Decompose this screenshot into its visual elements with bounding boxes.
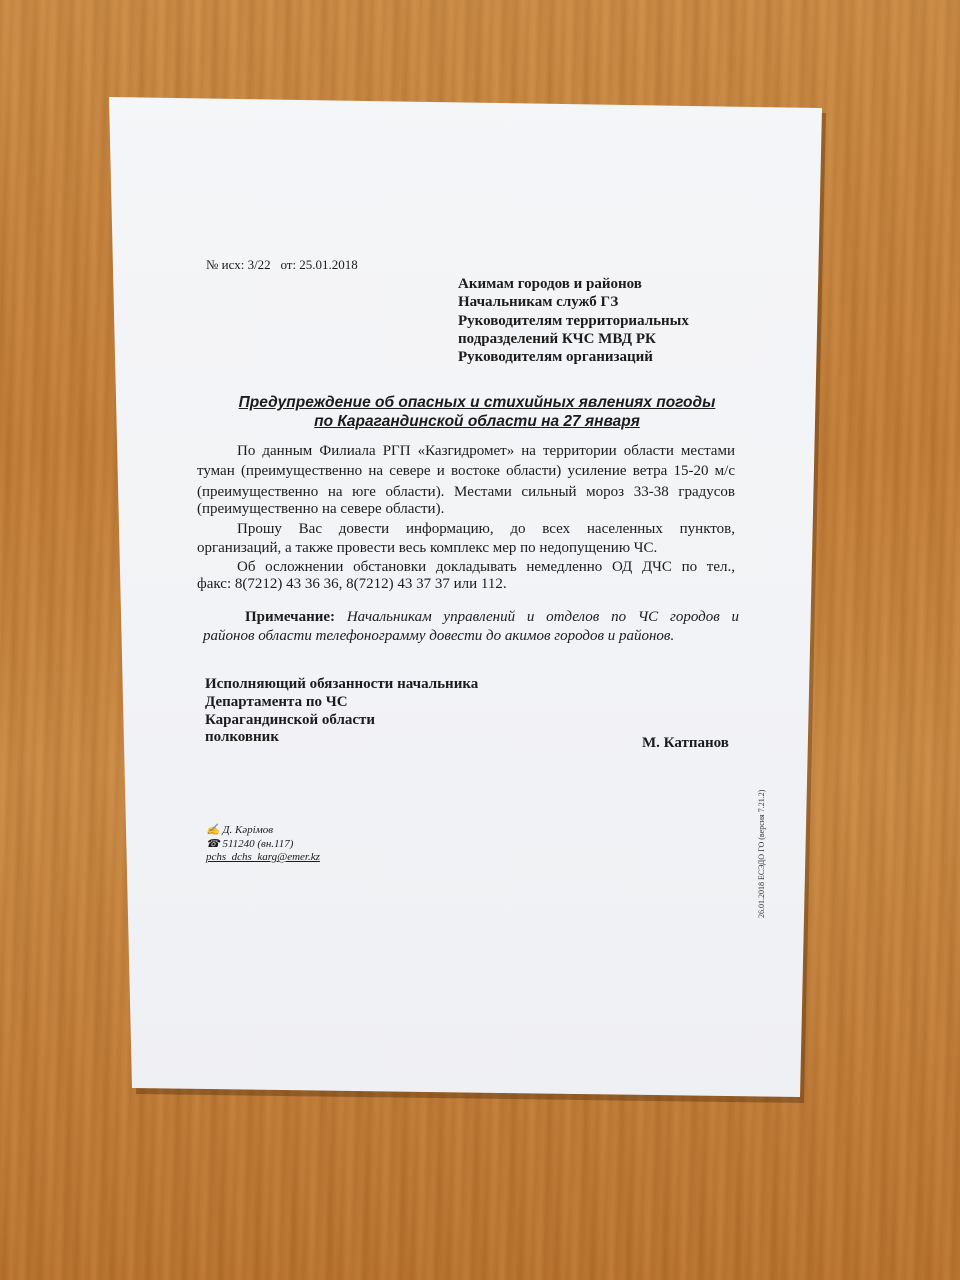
reference-number: № исх: 3/22 [206,257,271,272]
signature-line: Исполняющий обязанности начальника [205,676,479,692]
paragraph1-line: (преимущественно на юге области). Местами сильный мороз 33-38 градусов [197,484,735,500]
paragraph3-line: Об осложнении обстановки докладывать немедленно ОД ДЧС по тел., [237,559,735,575]
document-title-line1: Предупреждение об опасных и стихийных явлениях погоды [238,394,716,411]
contact-phone: ☎ 511240 (вн.117) [206,838,294,850]
paragraph3-line: факс: 8(7212) 43 36 36, 8(7212) 43 37 37 или 112. [197,576,507,592]
note-text-line2: районов области телефонограмму довести до акимов городов и районов. [203,628,675,644]
signature-line: полковник [205,729,279,745]
note-label: Примечание: [245,609,336,625]
paragraph1-line: туман (преимущественно на севере и востоке области) усиление ветра 15-20 м/с [197,463,735,479]
signer-name: М. Катпанов [642,735,729,751]
addressee-line: Руководителям территориальных [458,313,689,329]
paragraph2-line: организаций, а также провести весь комплекс мер по недопущению ЧС. [197,540,658,556]
addressee-line: подразделений КЧС МВД РК [458,331,656,347]
addressee-line: Руководителям организаций [458,349,653,365]
document-title-line2: по Карагандинской области на 27 января [314,413,640,430]
paragraph1-line: По данным Филиала РГП «Казгидромет» на территории области местами [237,443,735,459]
document-reference [206,257,358,273]
side-registration-stamp: 26.01.2018 ЕСЭДО ГО (версия 7.21.2) [757,789,766,918]
paragraph1-line: (преимущественно на севере области). [197,501,445,517]
note-line1 [245,609,739,626]
note-text-line1: Начальникам управлений и отделов по ЧС городов и [346,609,739,625]
contact-person: ✍ Д. Кәрімов [206,824,273,836]
addressee-line: Начальникам служб ГЗ [458,294,619,310]
signature-line: Департамента по ЧС [205,694,348,710]
signature-line: Карагандинской области [205,712,376,728]
addressee-line: Акимам городов и районов [458,276,642,292]
paragraph2-line: Прошу Вас довести информацию, до всех населенных пунктов, [237,521,735,537]
reference-date: от: 25.01.2018 [280,257,358,272]
contact-email[interactable]: pchs_dchs_karg@emer.kz [206,851,320,863]
